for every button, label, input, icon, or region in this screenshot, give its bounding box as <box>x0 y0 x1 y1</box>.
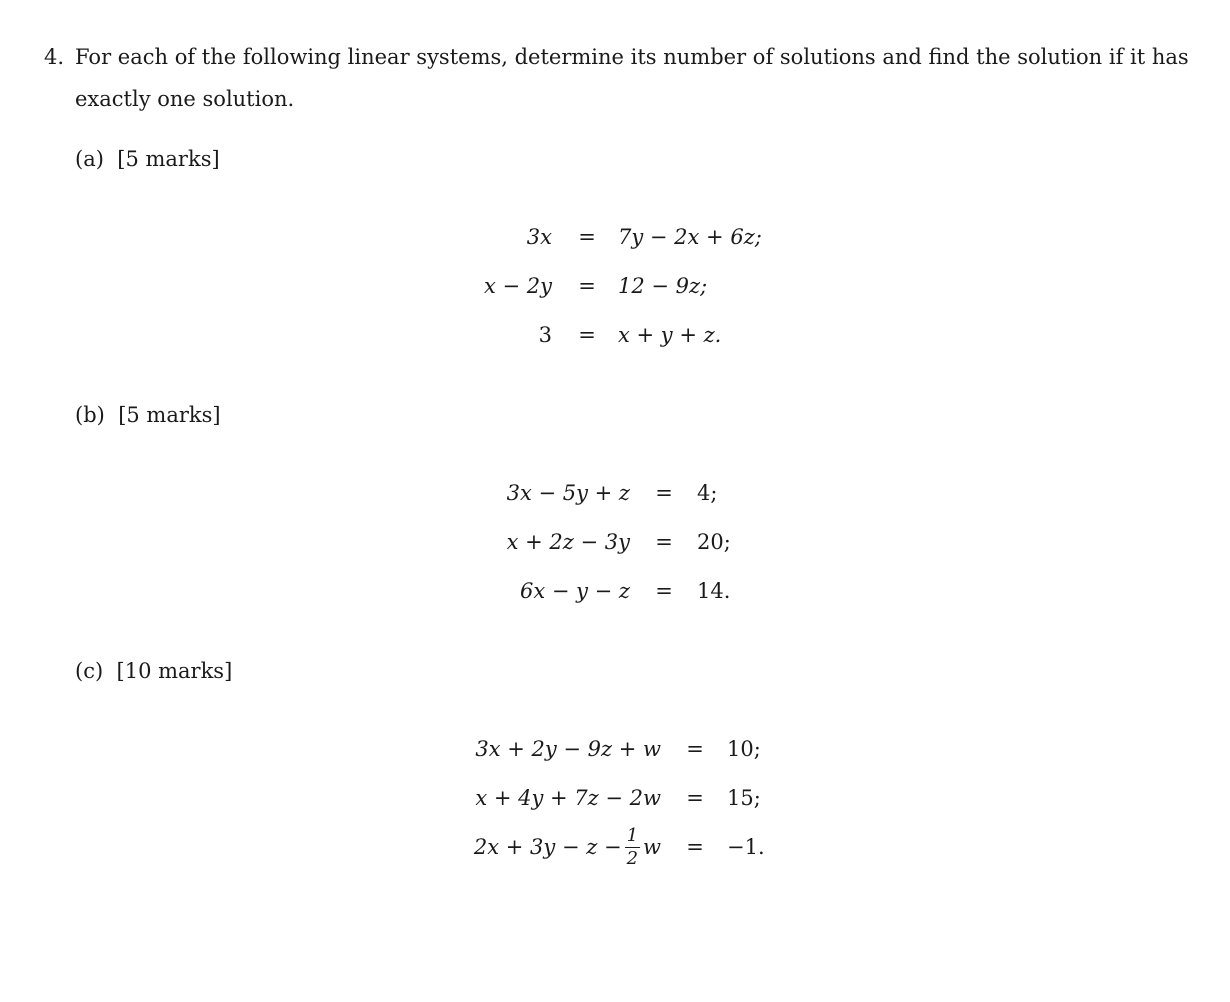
fraction-numerator: 1 <box>626 824 639 846</box>
fraction-denominator: 2 <box>626 847 639 869</box>
question-text-line2: exactly one solution. <box>75 87 295 111</box>
part-c-eq1-rel: = <box>686 737 704 761</box>
part-b-marks: [5 marks] <box>118 403 221 427</box>
part-c-eq3-lhs-suffix: w <box>643 834 661 859</box>
part-a-header <box>75 149 220 170</box>
part-c-eq3-rhs: −1. <box>727 835 765 859</box>
part-c-eq3-lhs <box>474 822 661 872</box>
part-b-eq1-rhs: 4; <box>697 481 718 505</box>
part-a-eq3-rhs: x + y + z. <box>618 323 722 347</box>
part-a-eq2-rel: = <box>578 274 596 298</box>
half-fraction <box>625 824 640 869</box>
part-b-eq3-rel: = <box>655 579 673 603</box>
part-c-eq1-rhs: 10; <box>727 737 761 761</box>
part-b-header <box>75 405 221 426</box>
part-b-eq3-lhs: 6x − y − z <box>519 579 630 603</box>
part-c-eq1-lhs: 3x + 2y − 9z + w <box>475 737 661 761</box>
part-b-eq3-rhs: 14. <box>697 579 731 603</box>
part-a-label: (a) <box>75 147 104 171</box>
question-number: 4. <box>44 45 65 69</box>
part-a-eq2-lhs: x − 2y <box>483 274 552 298</box>
part-c-eq2-rhs: 15; <box>727 786 761 810</box>
part-a-marks: [5 marks] <box>117 147 220 171</box>
part-c-eq2-rel: = <box>686 786 704 810</box>
part-c-marks: [10 marks] <box>116 659 233 683</box>
part-c-eq3-lhs-prefix: 2x + 3y − z − <box>473 834 622 859</box>
part-b-eq2-lhs: x + 2z − 3y <box>506 530 630 554</box>
part-a-eq3-rel: = <box>578 323 596 347</box>
part-a-eq3-lhs: 3 <box>538 323 552 347</box>
part-b-eq1-lhs: 3x − 5y + z <box>506 481 630 505</box>
part-c-header <box>75 661 232 682</box>
part-b-eq2-rel: = <box>655 530 673 554</box>
part-b-eq2-rhs: 20; <box>697 530 731 554</box>
part-b-label: (b) <box>75 403 105 427</box>
part-c-eq3-rel: = <box>686 835 704 859</box>
part-b-eq1-rel: = <box>655 481 673 505</box>
question-text-line1: For each of the following linear systems, determine its number of solutions and find the solution if it has <box>75 45 1189 69</box>
part-c-label: (c) <box>75 659 104 683</box>
part-a-eq2-rhs: 12 − 9z; <box>618 274 708 298</box>
part-a-eq1-rel: = <box>578 225 596 249</box>
part-a-eq1-rhs: 7y − 2x + 6z; <box>618 225 762 249</box>
part-a-eq1-lhs: 3x <box>526 225 552 249</box>
part-c-eq2-lhs: x + 4y + 7z − 2w <box>475 786 661 810</box>
